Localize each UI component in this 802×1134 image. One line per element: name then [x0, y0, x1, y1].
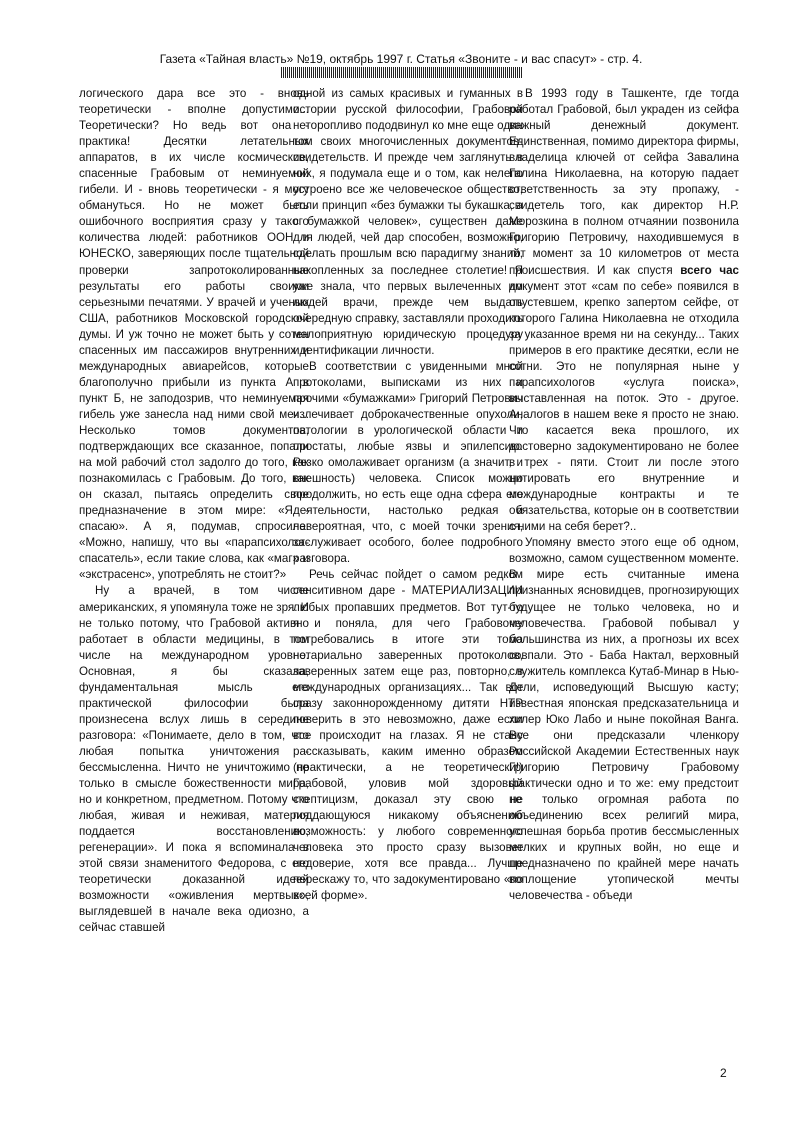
paragraph-text: документ этот «сам по себе» появился в опустевшем, крепко запертом сейфе, от которого Галина Николаевна не отходила за указанное время ни на секунду... Таких примеров в его практике десятки, если не сотни. Это не популярная ныне у парапсихологов «услуга поиска», выставленная на поток. Это - другое. Аналогов в нашем веке я просто не знаю. Что касается века прошлого, их достоверно задокументировано не более в трех - пяти. Стоит ли после этого цитировать его внутренние и международные контракты и те обязательства, которые он в соответствии с ними на себя берет?..: [509, 279, 739, 534]
paragraph: Упомяну вместо этого еще об одном, возможно, самом существенном моменте. В мире есть считанные имена признанных ясновидцев, прогнозирующих будущее не только человека, но и человечества. Грабовой побывал у большинства из них, а прогнозы их всех совпали. Это - Баба Нактал, верховный служитель комплекса Кутаб-Минар в Нью-Дели, исповедующий Высшую касту; известная японская предсказательница и хилер Юко Лабо и ныне покойная Ванга. Все они предсказали членкору Российской Академии Естественных наук Григорию Петровичу Грабовому фактически одно и то же: ему предстоит не только огромная работа по объединению всех религий мира, успешная борьба против бессмысленных мелких и крупных войн, но еще и предназначено по крайней мере начать воплощение утопической мечты человечества - объеди: [509, 536, 739, 903]
paragraph: Речь сейчас пойдет о самом редком сенситивном даре - МАТЕРИАЛИЗАЦИИ любых пропавших предметов. Вот тут-то я и поняла, для чего Грабовому потребовались в итоге эти тома нотариально заверенных протоколов, заверенных затем еще раз, повторно, в международных организациях... Так вот сразу законнорожденному дитяти НТР поверить в это невозможно, даже если все происходит на глазах. Я не стану рассказывать, каким именно образом (практически, а не теоретически!) Грабовой, уловив мой здоровый скептицизм, доказал эту свою не поддающуюся никакому объяснению возможность: у любого современного человека это просто сразу вызовет недоверие, хотя все правда... Лучше перескажу то, что задокументировано «по всей форме».: [293, 568, 523, 903]
paragraph-text: В 1993 году в Ташкенте, где тогда работал Грабовой, был украден из сейфа важный денежный документ. Единственная, помимо директора фирмы, владелица ключей от сейфа Завалина Галина Николаевна, на которую падает ответственность за эту пропажу, - свидетель того, как директор Н.Р. Морозкина в полном отчаянии позвонила Григорию Петровичу, находившемуся в тот момент за 10 километров от места происшествия. И как спустя: [509, 87, 739, 277]
text-column-1: [79, 86, 309, 936]
page-number: 2: [720, 1066, 727, 1080]
page-header: Газета «Тайная власть» №19, октябрь 1997 г. Статья «Звоните - и вас спасут» - стр. 4.: [159, 52, 643, 66]
paragraph: одной из самых красивых и гуманных в истории русской философии, Грабовой неторопливо пододвинул ко мне еще один том своих многочисленных документов-свидетельств. И прежде чем заглянуть в них, я подумала еще и о том, как нелепо устроено все же человеческое общество, если принцип «без бумажки ты букашка, а с бумажкой человек», существен даже для людей, чей дар способен, возможно, сделать прошлым всю парадигму знаний, накопленных за последнее столетие! Я уже знала, что первых вылеченных им людей врачи, прежде чем выдать очередную справку, заставляли проходить малоприятную юридическую процедуру идентификации личности.: [293, 87, 523, 357]
paragraph: Ну а врачей, в том числе американских, я упомянула тоже не зря. И не только потому, что Грабовой активно работает в области медицины, в том числе на международном уровне. Основная, я бы сказала, фундаментальная мысль его практической философии была произнесена вслух лишь в середине разговора: «Понимаете, дело в том, что любая попытка уничтожения - бессмысленна. Ничто не уничтожимо не только в смысле божественности мира, но и конкретном, предметном. Потому что любая, живая и неживая, материя поддается восстановлению, регенерации». И пока я вспоминала в этой связи знаменитого Федорова, с его теоретически доказанной идеей возможности «оживления мертвых», выглядевшей в начале века одиозно, а сейчас ставшей: [79, 584, 309, 935]
paragraph: логического дара все это - вновь теоретически - вполне допустимо... Теоретически? Но ведь вот она - практика! Десятки летательных аппаратов, в их числе космические, спасенные Грабовым от неминуемой гибели. И - вновь теоретически - я могу обмануться. Но не может быть ошибочного восприятия сразу у такого количества людей: работников ООН и ЮНЕСКО, заверяющих после тщательной проверки запротоколированные результаты его работы своими серьезными печатями. У врачей и ученых США, работников Московской городской думы. И уж точно не может быть у сотен спасенных им пассажиров внутренних и международных авиарейсов, которые благополучно прибыли из пункта А в пункт Б, не заподозрив, что неминуемая гибель уже занесла над ними свой меч... Несколько томов документов, подтверждающих все сказанное, попали на мой рабочий стол задолго до того, как познакомилась с Грабовым. До того, как он сказал, пытаясь определить свое предназначение в этом мире: «Я - спасаю». А я, подумав, спросила: «Можно, напишу, что вы «парапсихолог-спасатель», если такие слова, как «маг» и «экстрасенс», употреблять не стоит?»: [79, 87, 309, 582]
text-column-3: [509, 86, 739, 904]
paragraph: [509, 86, 739, 535]
bold-text: всего час: [680, 263, 739, 277]
text-column-2: [293, 86, 523, 904]
header-rule: [281, 67, 523, 78]
paragraph: В соответствии с увиденными мной протоколами, выписками из них и прочими «бумажками» Григорий Петрович излечивает доброкачественные опухоли, патологии в урологической области и простаты, любые язвы и эпилепсию. Резко омолаживает организм (а значит, и внешность) человека. Список можно продолжить, но есть еще одна сфера его деятельности, настолько редкая и невероятная, что, с моей точки зрения, заслуживает особого, более подробного разговора.: [293, 359, 523, 566]
